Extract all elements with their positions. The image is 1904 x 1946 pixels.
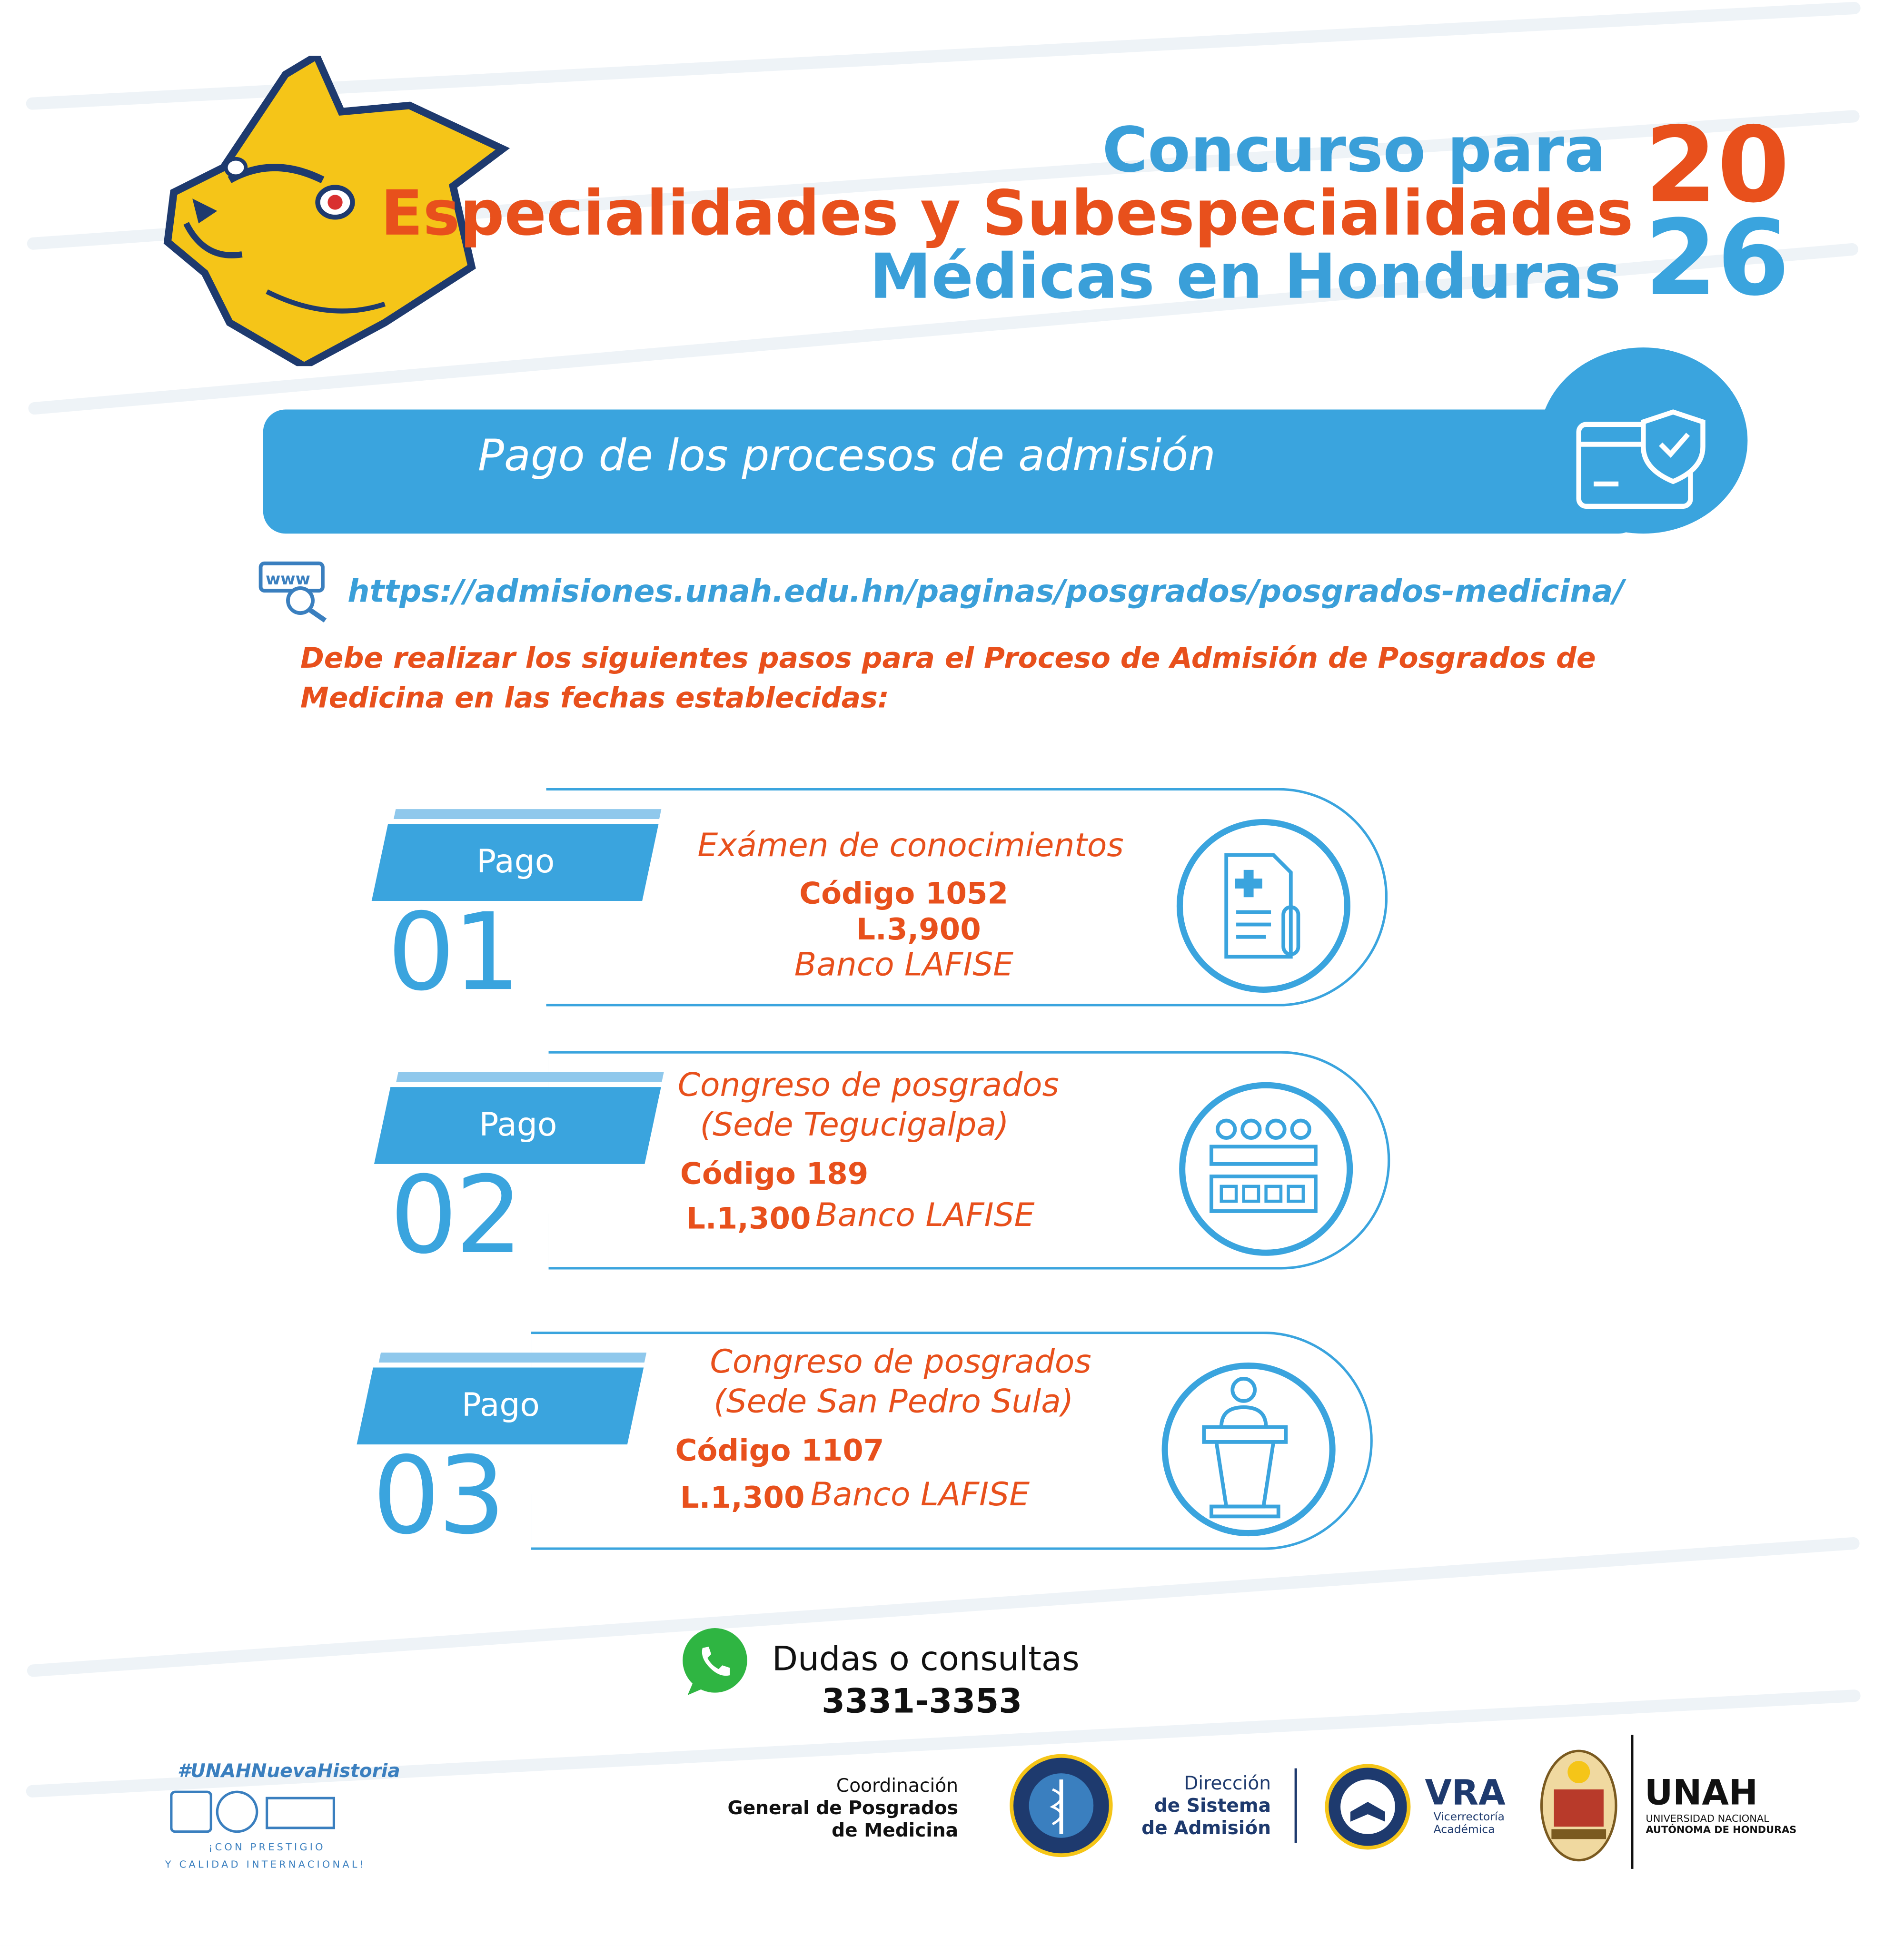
audience-icon <box>1206 1115 1320 1219</box>
speaker-podium-icon <box>1194 1373 1298 1519</box>
payment-subtitle-3: (Sede San Pedro Sula) <box>714 1383 1074 1421</box>
medical-faculty-seal <box>1008 1752 1114 1859</box>
payment-title-2: Congreso de posgrados <box>677 1067 1059 1105</box>
svg-text:www: www <box>266 570 310 589</box>
card-shield-icon <box>1574 407 1710 513</box>
year-bottom: 26 <box>1644 197 1790 319</box>
contact-phone[interactable]: 3331-3353 <box>822 1682 1022 1721</box>
payment-amount-1: L.3,900 <box>856 912 981 947</box>
payment-tab-2 <box>374 1087 661 1164</box>
payment-code-1: Código 1052 <box>799 876 1009 911</box>
hashtag: #UNAHNuevaHistoria <box>177 1759 400 1782</box>
medical-document-icon <box>1216 850 1316 962</box>
ranking-badge-3 <box>266 1797 335 1829</box>
payment-bank-2: Banco LAFISE <box>815 1197 1035 1235</box>
payment-number-3: 03 <box>372 1434 504 1559</box>
payment-title-1: Exámen de conocimientos <box>697 828 1124 865</box>
admission-url-link[interactable]: https://admisiones.unah.edu.hn/paginas/posgrados/posgrados-medicina/ <box>347 573 1625 610</box>
vra-seal <box>1323 1762 1413 1852</box>
payment-code-2: Código 189 <box>680 1156 869 1192</box>
contact-label: Dudas o consultas <box>772 1640 1080 1679</box>
tagline-2: Y CALIDAD INTERNACIONAL! <box>165 1859 367 1870</box>
payment-bank-1: Banco LAFISE <box>794 947 1014 984</box>
vra-label: VRA <box>1425 1772 1506 1813</box>
ranking-badge-1 <box>170 1791 212 1833</box>
year-top: 20 <box>1644 104 1790 226</box>
ranking-badge-2 <box>216 1791 258 1833</box>
coord-line-3: de Medicina <box>832 1819 958 1842</box>
tagline-1: ¡CON PRESTIGIO <box>208 1841 326 1853</box>
tab-accent <box>396 1072 664 1082</box>
payment-tab-1 <box>372 824 659 901</box>
title-line-2: Especialidades y Subespecialidades <box>380 177 1634 250</box>
unah-coat-of-arms <box>1539 1747 1618 1864</box>
unah-label: UNAH <box>1644 1772 1758 1813</box>
payment-subtitle-2: (Sede Tegucigalpa) <box>700 1106 1009 1145</box>
instructions-text: Debe realizar los siguientes pasos para el Proceso de Admisión de Posgrados de Medicina en las fechas establecidas: <box>300 642 1596 715</box>
divider <box>1631 1735 1633 1869</box>
vra-sub-1: Vicerrectoría <box>1433 1811 1505 1825</box>
banner-title: Pago de los procesos de admisión <box>477 432 1216 482</box>
title-line-3: Médicas en Honduras <box>869 240 1621 313</box>
payment-number-2: 02 <box>389 1154 521 1278</box>
vra-sub-2: Académica <box>1433 1824 1495 1837</box>
title-line-1: Concurso para <box>1102 114 1606 187</box>
payment-bank-3: Banco LAFISE <box>810 1476 1030 1514</box>
unah-sub-2: AUTÓNOMA DE HONDURAS <box>1646 1824 1797 1836</box>
unah-sub-1: UNIVERSIDAD NACIONAL <box>1646 1813 1769 1825</box>
payment-number-1: 01 <box>387 891 518 1015</box>
payment-tab-3 <box>357 1367 644 1444</box>
whatsapp-icon[interactable] <box>678 1626 752 1700</box>
payment-code-3: Código 1107 <box>675 1433 884 1468</box>
tab-accent <box>379 1353 646 1363</box>
coord-line-1: Coordinación <box>836 1774 958 1797</box>
payment-tab-label: Pago <box>476 844 555 881</box>
dir-line-2: de Sistema <box>1154 1794 1271 1817</box>
divider <box>1295 1768 1297 1843</box>
payment-tab-label: Pago <box>461 1387 539 1425</box>
payment-title-3: Congreso de posgrados <box>710 1343 1091 1382</box>
web-search-icon <box>258 561 330 623</box>
coord-line-2: General de Posgrados <box>727 1797 958 1819</box>
payment-tab-label: Pago <box>478 1106 557 1145</box>
dir-line-3: de Admisión <box>1141 1817 1271 1839</box>
payment-amount-3: L.1,300 <box>680 1480 805 1515</box>
dir-line-1: Dirección <box>1184 1772 1271 1795</box>
payment-amount-2: L.1,300 <box>686 1201 811 1236</box>
tab-accent <box>394 809 661 819</box>
